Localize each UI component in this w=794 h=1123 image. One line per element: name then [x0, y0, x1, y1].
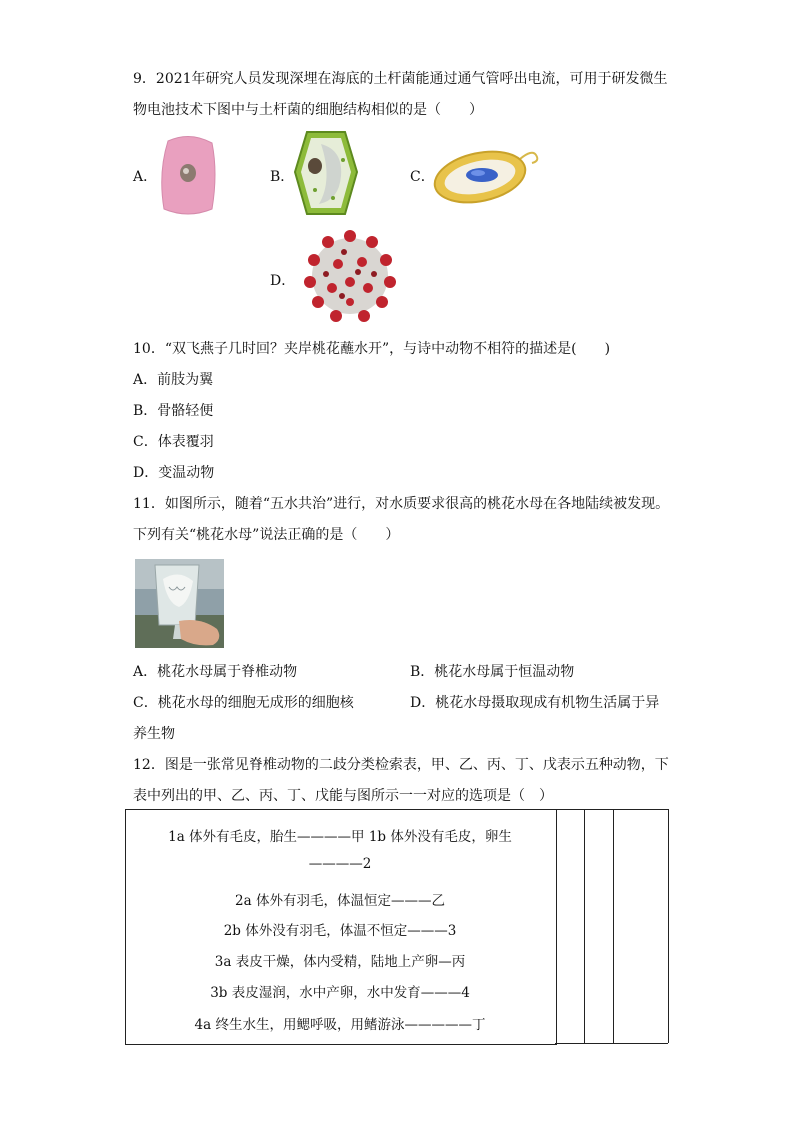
q9-option-d-label: D．	[270, 273, 296, 289]
q11-stem-line1: 11．如图所示，随着“五水共治”进行，对水质要求很高的桃花水母在各地陆续被发现。	[133, 496, 670, 512]
q12-stem-line1: 12．图是一张常见脊椎动物的二歧分类检索表，甲、乙、丙、丁、戊表示五种动物，下	[133, 757, 669, 773]
q11-option-b: B．桃花水母属于恒温动物	[410, 664, 575, 680]
q12-stem-line2: 表中列出的甲、乙、丙、丁、戊能与图所示一一对应的选项是（ ）	[133, 788, 553, 804]
key-row: 3b 表皮湿润，水中产卵，水中发育———4	[210, 985, 470, 1001]
key-row: 3a 表皮干燥，体内受精，陆地上产卵—丙	[214, 954, 466, 970]
q11-option-d: D．桃花水母摄取现成有机物生活属于异	[410, 695, 660, 711]
virus-figure	[298, 226, 402, 326]
key-row: 4a 终生水生，用鳃呼吸，用鳍游泳—————丁	[194, 1017, 486, 1033]
table-bottom-border	[555, 1043, 668, 1044]
key-row: 1a 体外有毛皮，胎生————甲 1b 体外没有毛皮，卵生	[168, 829, 512, 845]
q11-option-a: A．桃花水母属于脊椎动物	[133, 664, 298, 680]
q11-stem-line2: 下列有关“桃花水母”说法正确的是（ ）	[133, 527, 400, 543]
q11-option-c: C．桃花水母的细胞无成形的细胞核	[133, 695, 354, 711]
q9-stem-line2: 物电池技术下图中与土杆菌的细胞结构相似的是（ ）	[133, 102, 483, 118]
table-top-border	[555, 809, 668, 810]
key-row: 2b 体外没有羽毛，体温不恒定———3	[223, 923, 457, 939]
key-row: ————2	[308, 856, 372, 872]
q9-stem-line1: 9．2021年研究人员发现深埋在海底的土杆菌能通过通气管呼出电流，可用于研发微生	[133, 71, 668, 87]
animal-cell-figure	[158, 133, 218, 217]
q9-option-c-label: C．	[410, 169, 435, 185]
table-col-divider-1	[584, 809, 585, 1043]
key-row: 2a 体外有羽毛，体温恒定———乙	[235, 893, 445, 909]
bacterium-figure	[432, 145, 544, 205]
q10-option-d: D．变温动物	[133, 465, 215, 481]
q10-stem: 10．“双飞燕子几时回？夹岸桃花蘸水开”，与诗中动物不相符的描述是( )	[133, 341, 611, 357]
q11-option-d-continued: 养生物	[133, 726, 175, 742]
q9-option-a-label: A．	[133, 169, 158, 185]
q9-option-b-label: B．	[270, 169, 295, 185]
q10-option-a: A．前肢为翼	[133, 372, 214, 388]
q10-option-b: B．骨骼轻便	[133, 403, 214, 419]
q10-option-c: C．体表覆羽	[133, 434, 214, 450]
plant-cell-figure	[293, 130, 359, 216]
table-col-divider-2	[613, 809, 614, 1043]
dichotomous-key-table	[125, 809, 668, 1044]
jellyfish-photo	[135, 559, 224, 648]
table-col-divider-3	[668, 809, 669, 1043]
